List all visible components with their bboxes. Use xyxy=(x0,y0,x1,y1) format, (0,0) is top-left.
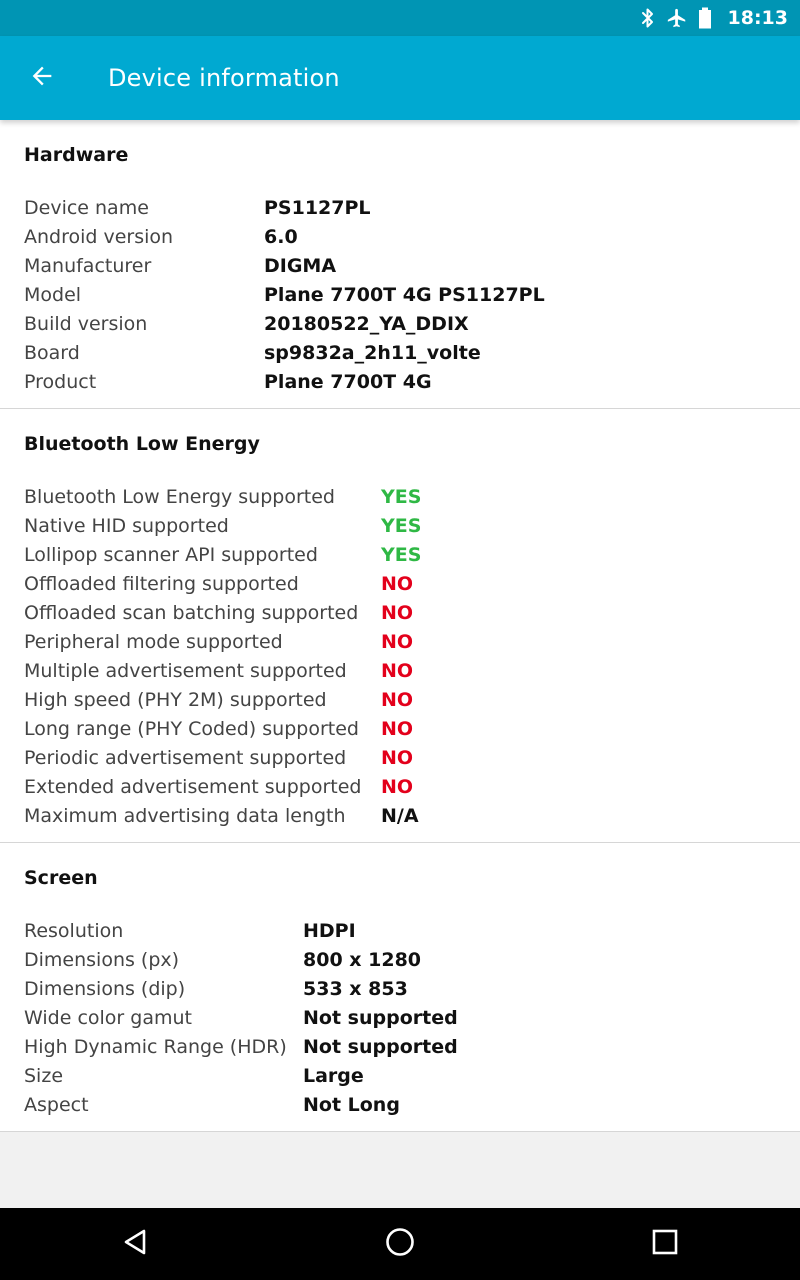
row-label: Model xyxy=(24,284,82,306)
row-value: 20180522_YA_DDIX xyxy=(264,313,469,335)
ble-rows xyxy=(24,483,421,831)
table-row xyxy=(24,628,421,657)
app-bar xyxy=(0,36,800,120)
navigation-bar xyxy=(0,1208,800,1280)
row-value: YES xyxy=(381,486,422,508)
row-label: Board xyxy=(24,342,80,364)
row-label: Build version xyxy=(24,313,148,335)
table-row xyxy=(24,975,458,1004)
table-row xyxy=(24,368,545,397)
row-label: Extended advertisement supported xyxy=(24,776,362,798)
row-value: NO xyxy=(381,573,414,595)
hardware-section xyxy=(0,120,800,409)
row-value: Plane 7700T 4G xyxy=(264,371,432,393)
row-value: 6.0 xyxy=(264,226,298,248)
row-value: NO xyxy=(381,602,414,624)
row-value: Not supported xyxy=(303,1036,458,1058)
battery-icon xyxy=(698,7,712,29)
row-value: Not supported xyxy=(303,1007,458,1029)
row-value: PS1127PL xyxy=(264,197,371,219)
home-circle-icon xyxy=(384,1226,416,1262)
table-row xyxy=(24,744,421,773)
table-row xyxy=(24,1091,458,1120)
table-row xyxy=(24,541,421,570)
arrow-back-icon xyxy=(28,62,56,94)
row-value: NO xyxy=(381,776,414,798)
row-label: Android version xyxy=(24,226,174,248)
table-row xyxy=(24,802,421,831)
row-label: High Dynamic Range (HDR) xyxy=(24,1036,287,1058)
status-time: 18:13 xyxy=(727,7,788,29)
screen-rows xyxy=(24,917,458,1120)
row-label: Offloaded filtering supported xyxy=(24,573,299,595)
back-triangle-icon xyxy=(121,1227,151,1261)
row-label: Multiple advertisement supported xyxy=(24,660,347,682)
table-row xyxy=(24,223,545,252)
row-value: Not Long xyxy=(303,1094,400,1116)
table-row xyxy=(24,339,545,368)
row-value: HDPI xyxy=(303,920,356,942)
table-row xyxy=(24,917,458,946)
row-value: 533 x 853 xyxy=(303,978,408,1000)
row-label: Size xyxy=(24,1065,64,1087)
table-row xyxy=(24,570,421,599)
table-row xyxy=(24,686,421,715)
row-label: Dimensions (dip) xyxy=(24,978,186,1000)
table-row xyxy=(24,512,421,541)
row-value: NO xyxy=(381,631,414,653)
ble-section xyxy=(0,409,800,843)
row-label: High speed (PHY 2M) supported xyxy=(24,689,327,711)
row-value: Large xyxy=(303,1065,364,1087)
row-value: NO xyxy=(381,660,414,682)
row-label: Device name xyxy=(24,197,149,219)
table-row xyxy=(24,281,545,310)
row-label: Resolution xyxy=(24,920,124,942)
row-label: Bluetooth Low Energy supported xyxy=(24,486,335,508)
row-label: Long range (PHY Coded) supported xyxy=(24,718,359,740)
row-label: Wide color gamut xyxy=(24,1007,192,1029)
table-row xyxy=(24,599,421,628)
hardware-rows xyxy=(24,194,545,397)
row-label: Manufacturer xyxy=(24,255,152,277)
status-icons xyxy=(640,0,788,36)
row-value: NO xyxy=(381,689,414,711)
table-row xyxy=(24,194,545,223)
table-row xyxy=(24,946,458,975)
table-row xyxy=(24,715,421,744)
table-row xyxy=(24,310,545,339)
nav-recents-button[interactable] xyxy=(641,1220,689,1268)
row-value: DIGMA xyxy=(264,255,337,277)
bluetooth-icon xyxy=(640,7,656,29)
table-row xyxy=(24,1004,458,1033)
row-value: Plane 7700T 4G PS1127PL xyxy=(264,284,545,306)
back-button[interactable] xyxy=(14,50,70,106)
row-label: Aspect xyxy=(24,1094,89,1116)
section-title-hardware: Hardware xyxy=(24,144,129,166)
row-label: Product xyxy=(24,371,97,393)
table-row xyxy=(24,657,421,686)
row-value: YES xyxy=(381,544,422,566)
row-label: Maximum advertising data length xyxy=(24,805,346,827)
row-label: Lollipop scanner API supported xyxy=(24,544,318,566)
page-title: Device information xyxy=(108,64,340,92)
table-row xyxy=(24,1033,458,1062)
table-row xyxy=(24,773,421,802)
row-label: Peripheral mode supported xyxy=(24,631,283,653)
table-row xyxy=(24,252,545,281)
recents-square-icon xyxy=(651,1228,679,1260)
row-label: Offloaded scan batching supported xyxy=(24,602,359,624)
airplane-mode-icon xyxy=(666,7,688,29)
row-label: Dimensions (px) xyxy=(24,949,180,971)
nav-home-button[interactable] xyxy=(376,1220,424,1268)
row-label: Periodic advertisement supported xyxy=(24,747,347,769)
row-value: 800 x 1280 xyxy=(303,949,422,971)
row-value: YES xyxy=(381,515,422,537)
section-title-ble: Bluetooth Low Energy xyxy=(24,433,260,455)
status-bar xyxy=(0,0,800,36)
table-row xyxy=(24,1062,458,1091)
row-value: NO xyxy=(381,718,414,740)
row-label: Native HID supported xyxy=(24,515,229,537)
content-list[interactable] xyxy=(0,120,800,1132)
row-value: NO xyxy=(381,747,414,769)
table-row xyxy=(24,483,421,512)
screen-section xyxy=(0,843,800,1132)
nav-back-button[interactable] xyxy=(112,1220,160,1268)
section-title-screen: Screen xyxy=(24,867,98,889)
row-value: sp9832a_2h11_volte xyxy=(264,342,481,364)
row-value: N/A xyxy=(381,805,419,827)
